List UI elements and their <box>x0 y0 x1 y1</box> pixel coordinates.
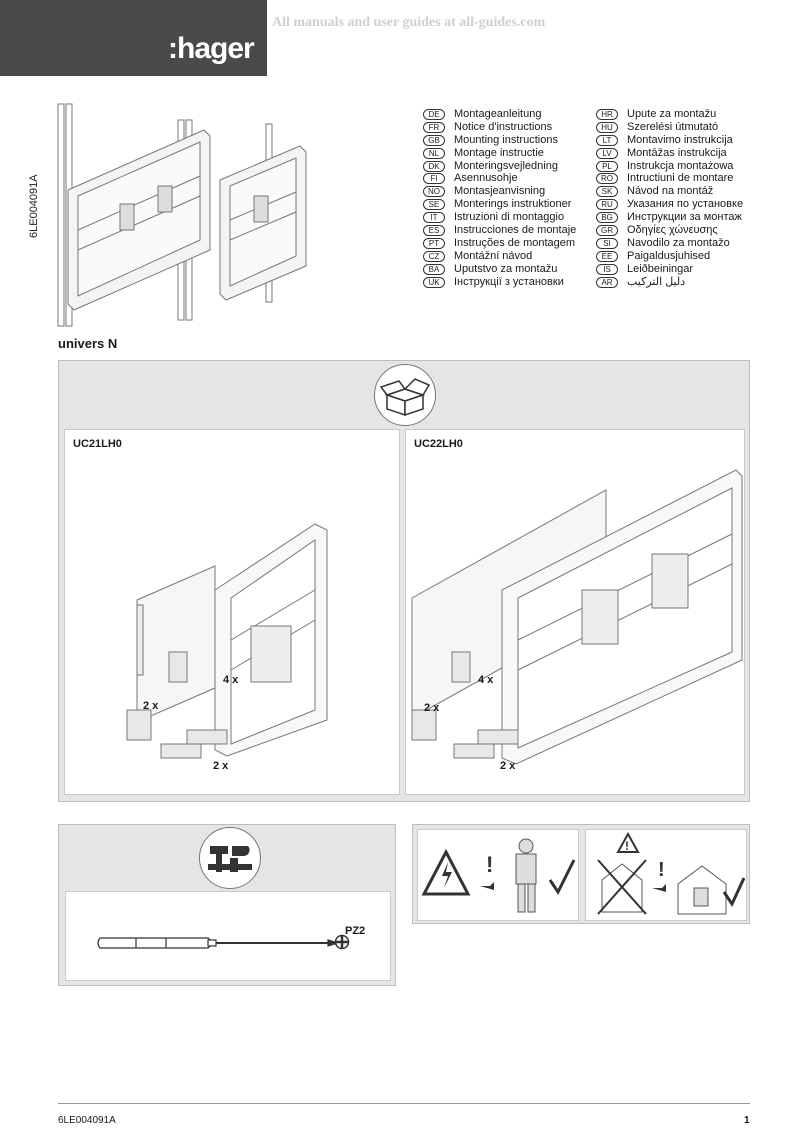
language-row <box>423 198 576 211</box>
language-row <box>423 237 576 250</box>
lang-title: Οδηγίες χώνευσης <box>627 224 718 237</box>
lang-title: Указания по установке <box>627 198 744 211</box>
electrician-warning-illustration <box>418 830 578 920</box>
product-code: UC22LH0 <box>414 438 463 450</box>
language-row <box>423 134 576 147</box>
lang-title: Інструкції з установки <box>454 275 564 288</box>
svg-text:!: ! <box>625 839 629 853</box>
lang-title: Leiðbeiningar <box>627 262 694 275</box>
range-title: univers N <box>58 336 118 351</box>
language-row <box>423 108 576 121</box>
tools-section <box>58 824 396 986</box>
lang-code: SE <box>423 199 445 210</box>
tools-badge <box>199 827 261 889</box>
lang-title: Montāžas instrukcija <box>627 146 727 159</box>
language-list-left <box>423 108 576 288</box>
qty-brackets: 4 x <box>478 674 494 686</box>
lang-code: AR <box>596 277 618 288</box>
lang-code: LT <box>596 135 618 146</box>
lang-title: Paigaldusjuhised <box>627 249 711 262</box>
lang-code: BG <box>596 212 618 223</box>
language-row <box>596 211 743 224</box>
lang-title: Instruções de montagem <box>454 236 576 249</box>
lang-title: Montage instructie <box>454 146 544 159</box>
lang-code: BA <box>423 264 445 275</box>
language-row <box>423 160 576 173</box>
open-box-icon <box>375 365 435 425</box>
screwdriver-icon <box>96 928 356 958</box>
lang-code: PL <box>596 161 618 172</box>
svg-text:!: ! <box>658 859 665 881</box>
language-row <box>423 172 576 185</box>
language-row <box>423 185 576 198</box>
language-row <box>423 147 576 160</box>
qty-clips: 2 x <box>213 760 229 772</box>
lang-title: Szerelési útmutató <box>627 120 719 133</box>
lang-title: Istruzioni di montaggio <box>454 211 565 224</box>
product-code: UC21LH0 <box>73 438 122 450</box>
lang-code: SI <box>596 238 618 249</box>
lang-title: Monterings instruktioner <box>454 198 572 211</box>
lang-code: IT <box>423 212 445 223</box>
language-row <box>596 250 743 263</box>
lang-title: Montageanleitung <box>454 108 542 120</box>
language-row <box>423 250 576 263</box>
language-row <box>596 263 743 276</box>
qty-brackets: 4 x <box>223 674 239 686</box>
doc-id-vertical: 6LE004091A <box>28 174 40 238</box>
language-row <box>596 108 743 121</box>
lang-code: RU <box>596 199 618 210</box>
qty-supports: 2 x <box>424 702 440 714</box>
brand-block <box>0 0 267 76</box>
wrench-hammer-icon <box>200 828 260 888</box>
language-row <box>596 276 743 289</box>
lang-title: Uputstvo za montažu <box>454 262 558 275</box>
screwdriver-label: PZ2 <box>345 925 366 937</box>
lang-title: Montasjeanvisning <box>454 185 546 198</box>
lang-code: NL <box>423 148 445 159</box>
language-row <box>596 147 743 160</box>
language-row <box>596 121 743 134</box>
language-row <box>596 198 743 211</box>
product-illustration <box>406 430 746 796</box>
footer-divider <box>58 1103 750 1104</box>
lang-title: Upute za montažu <box>627 108 717 120</box>
hero-illustration <box>54 100 310 330</box>
language-row <box>423 276 576 289</box>
lang-title: Asennusohje <box>454 172 518 185</box>
qty-supports: 2 x <box>143 700 159 712</box>
language-row <box>423 121 576 134</box>
footer-doc-id: 6LE004091A <box>58 1115 116 1126</box>
lang-code: GR <box>596 225 618 236</box>
lang-code: CZ <box>423 251 445 262</box>
language-row <box>423 263 576 276</box>
page-number: 1 <box>744 1115 750 1126</box>
language-row <box>423 211 576 224</box>
electrician-warning-panel <box>417 829 579 921</box>
hager-logo: :hager <box>168 32 254 65</box>
language-list-right <box>596 108 743 288</box>
language-row <box>596 237 743 250</box>
lang-title: Navodilo za montažo <box>627 236 730 249</box>
lang-code: UK <box>423 277 445 288</box>
lang-code: DE <box>423 109 445 120</box>
lang-code: HU <box>596 122 618 133</box>
language-row <box>596 134 743 147</box>
language-row <box>423 224 576 237</box>
language-row <box>596 224 743 237</box>
open-box-badge <box>374 364 436 426</box>
lang-code: SK <box>596 186 618 197</box>
lang-code: DK <box>423 161 445 172</box>
house-warning-illustration <box>586 830 746 920</box>
lang-title: Monteringsvejledning <box>454 159 558 172</box>
qty-clips: 2 x <box>500 760 516 772</box>
product-illustration <box>65 430 401 796</box>
product-panel-uc22lh0 <box>405 429 745 795</box>
lang-title: Инструкции за монтаж <box>627 211 742 224</box>
lang-title: Montážní návod <box>454 249 533 262</box>
tools-panel <box>65 891 391 981</box>
svg-text:!: ! <box>486 852 494 877</box>
house-warning-panel <box>585 829 747 921</box>
lang-code: LV <box>596 148 618 159</box>
lang-code: HR <box>596 109 618 120</box>
watermark-text: All manuals and user guides at all-guides.com <box>272 15 546 30</box>
lang-title: Instrucciones de montaje <box>454 224 577 237</box>
language-row <box>596 185 743 198</box>
lang-title: دليل التركيب <box>627 275 686 288</box>
lang-title: Mounting instructions <box>454 133 558 146</box>
lang-code: FI <box>423 173 445 184</box>
lang-code: IS <box>596 264 618 275</box>
lang-code: FR <box>423 122 445 133</box>
lang-title: Instrukcja montażowa <box>627 159 734 172</box>
lang-code: RO <box>596 173 618 184</box>
lang-title: Intructiuni de montare <box>627 172 734 185</box>
lang-title: Notice d'instructions <box>454 120 553 133</box>
lang-title: Návod na montáž <box>627 185 714 198</box>
language-row <box>596 172 743 185</box>
warnings-section <box>412 824 750 924</box>
box-contents-section <box>58 360 750 802</box>
lang-code: ES <box>423 225 445 236</box>
lang-code: NO <box>423 186 445 197</box>
lang-code: GB <box>423 135 445 146</box>
lang-code: PT <box>423 238 445 249</box>
lang-code: EE <box>596 251 618 262</box>
lang-title: Montavimo instrukcija <box>627 133 733 146</box>
language-row <box>596 160 743 173</box>
product-panel-uc21lh0 <box>64 429 400 795</box>
